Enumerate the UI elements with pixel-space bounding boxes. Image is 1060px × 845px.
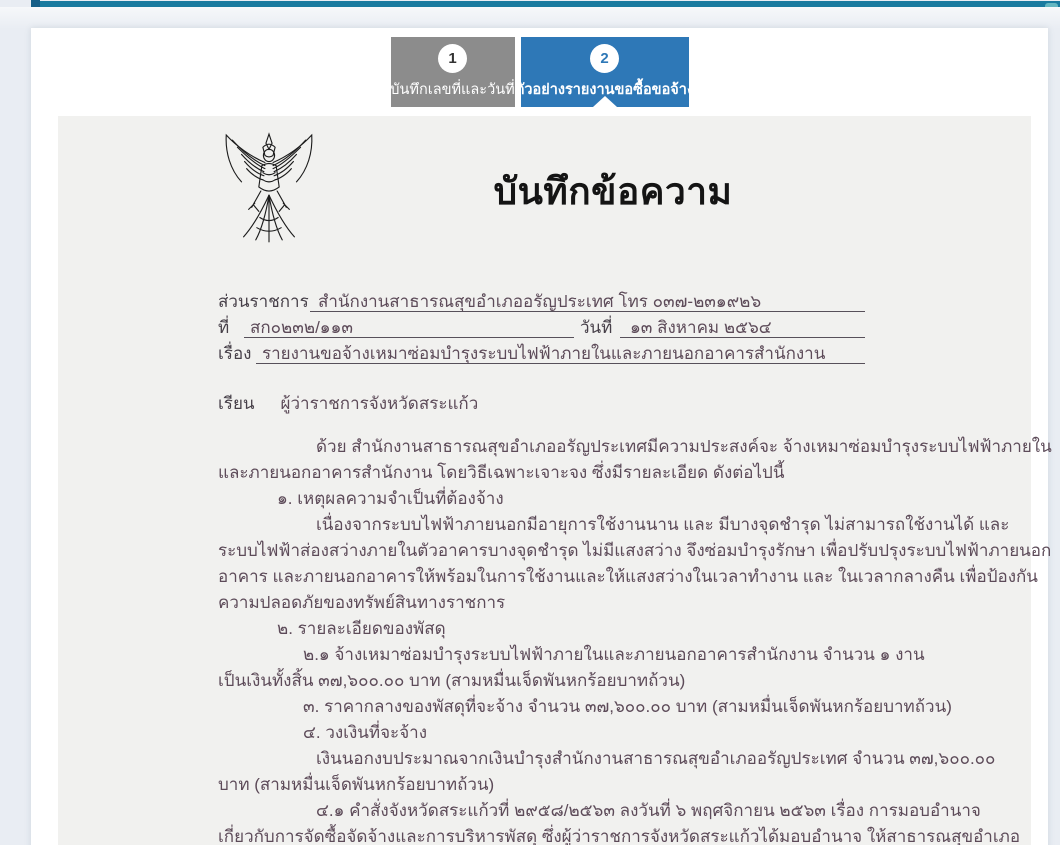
content-card — [31, 28, 1052, 845]
thai-garuda-emblem-icon — [218, 132, 320, 246]
document-body — [218, 434, 1052, 845]
body-line: ๔.๑ คำสั่งจังหวัดสระแก้วที่ ๒๙๕๘/๒๕๖๓ ลงวันที่ ๖ พฤศจิกายน ๒๕๖๓ เรื่อง การมอบอำนาจ — [316, 801, 981, 820]
body-line: ๔. วงเงินที่จะจ้าง — [303, 723, 427, 742]
body-line: ความปลอดภัยของทรัพย์สินทางราชการ — [218, 593, 506, 612]
body-line: และภายนอกอาคารสำนักงาน โดยวิธีเฉพาะเจาะจง ซึ่งมีรายละเอียด ดังต่อไปนี้ — [218, 463, 785, 482]
agency-underline — [310, 311, 865, 312]
body-line: เนื่องจากระบบไฟฟ้าภายนอกมีอายุการใช้งานนาน และ มีบางจุดชำรุด ไม่สามารถใช้งานได้ และ — [316, 515, 1010, 534]
body-line: เป็นเงินทั้งสิ้น ๓๗,๖๐๐.๐๐ บาท (สามหมื่นเจ็ดพันหกร้อยบาทถ้วน) — [218, 671, 686, 690]
body-line: ๒.๑ จ้างเหมาซ่อมบำรุงระบบไฟฟ้าภายในและภายนอกอาคารสำนักงาน จำนวน ๑ งาน — [303, 645, 925, 664]
subject-label: เรื่อง — [218, 344, 252, 363]
agency-label: ส่วนราชการ — [218, 292, 309, 311]
body-line: อาคาร และภายนอกอาคารให้พร้อมในการใช้งานและให้แสงสว่างในเวลาทำงาน และ ในเวลากลางคืน เพื่อป้องกัน — [218, 567, 1038, 586]
agency-field-row — [218, 288, 865, 312]
doc-date-label: วันที่ — [580, 318, 613, 337]
step-tab-record-number-date[interactable] — [391, 37, 515, 107]
subject-value: รายงานขอจ้างเหมาซ่อมบำรุงระบบไฟฟ้าภายในและภายนอกอาคารสำนักงาน — [262, 344, 826, 363]
doc-number-label: ที่ — [218, 318, 230, 337]
doc-number-value: สก๐๒๓๒/๑๑๓ — [250, 318, 354, 337]
salutation-value: ผู้ว่าราชการจังหวัดสระแก้ว — [280, 394, 479, 413]
doc-date-underline — [620, 337, 865, 338]
step-2-label: ตัวอย่างรายงานขอซื้อขอจ้าง — [514, 81, 695, 98]
doc-date-value: ๑๓ สิงหาคม ๒๕๖๔ — [630, 318, 772, 337]
document-preview — [58, 116, 1052, 845]
number-date-field-row — [218, 314, 865, 338]
step-1-badge: 1 — [438, 44, 467, 73]
step-tab-report-preview[interactable] — [514, 37, 695, 107]
step-1-label: บันทึกเลขที่และวันที่ — [390, 81, 515, 98]
body-line: ๒. รายละเอียดของพัสดุ — [277, 619, 446, 638]
salutation-label: เรียน — [218, 394, 255, 413]
body-line: เกี่ยวกับการจัดซื้อจัดจ้างและการบริหารพัสดุ ซึ่งผู้ว่าราชการจังหวัดสระแก้วได้มอบอำนาจ ให้สาธารณสุขอำเภอ — [218, 827, 1021, 845]
step-2-badge: 2 — [590, 44, 619, 73]
subject-underline — [256, 363, 865, 364]
body-line: ระบบไฟฟ้าส่องสว่างภายในตัวอาคารบางจุดชำรุด ไม่มีแสงสว่าง จึงซ่อมบำรุงรักษา เพื่อปรับปรุงระบบไฟฟ้าภายนอก — [218, 541, 1052, 560]
step-tabs — [31, 37, 1048, 107]
body-line: เงินนอกงบประมาณจากเงินบำรุงสำนักงานสาธารณสุขอำเภออรัญประเทศ จำนวน ๓๗,๖๐๐.๐๐ — [316, 749, 996, 768]
doc-number-underline — [244, 337, 574, 338]
body-line: บาท (สามหมื่นเจ็ดพันหกร้อยบาทถ้วน) — [218, 775, 495, 794]
document-title: บันทึกข้อความ — [493, 171, 733, 212]
subject-field-row — [218, 340, 865, 364]
header-gradient-strip — [0, 7, 1060, 29]
body-line: ๑. เหตุผลความจำเป็นที่ต้องจ้าง — [277, 489, 504, 508]
body-line: ๓. ราคากลางของพัสดุที่จะจ้าง จำนวน ๓๗,๖๐๐.๐๐ บาท (สามหมื่นเจ็ดพันหกร้อยบาทถ้วน) — [303, 697, 952, 716]
agency-value: สำนักงานสาธารณสุขอำเภออรัญประเทศ โทร ๐๓๗-๒๓๑๙๒๖ — [318, 292, 762, 311]
salutation-row — [218, 390, 865, 417]
body-line: ด้วย สำนักงานสาธารณสุขอำเภออรัญประเทศมีความประสงค์จะ จ้างเหมาซ่อมบำรุงระบบไฟฟ้าภายใน — [316, 437, 1052, 456]
